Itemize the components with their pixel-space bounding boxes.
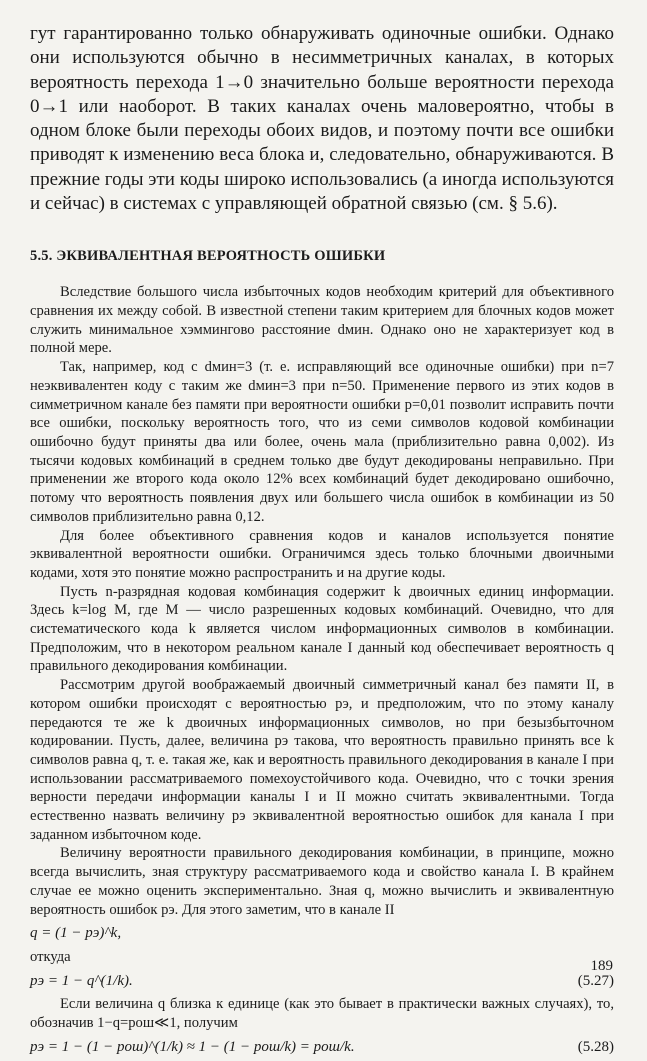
paragraph-2: Так, например, код с dмин=3 (т. е. исправляющий все одиночные ошибки) при n=7 неэквивалентен коду с таким же dмин=3 при n=50. Применение первого из этих кодов в симметричном канале без памяти при вероятности ошибки p=0,01 позволит исправить почти все ошибки, поскольку вероятность того, что из семи символов кодовой комбинации ошибочно будут приняты два или более, очень мала (приблизительно равна 0,002). Из тысячи кодовых комбинаций в среднем только две будут декодированы неправильно. При применении же второго кода около 12% всех комбинаций будет декодировано ошибочно, потому что вероятность появления двух или большего числа ошибок в комбинации из 50 символов приблизительно равна 0,12.	[30, 359, 614, 525]
paragraph-6: Величину вероятности правильного декодирования комбинации, в принципе, можно всегда вычислить, зная структуру рассматриваемого кода и свойство канала I. В крайнем случае ее можно оценить экспериментально. Зная q, можно вычислить и эквивалентную вероятность ошибок pэ. Для этого заметим, что в канале II	[30, 845, 614, 918]
formula-q-text: q = (1 − pэ)^k,	[30, 925, 122, 942]
page-content	[30, 22, 614, 1061]
formula-5-27	[30, 970, 614, 992]
formula-5-27-text: pэ = 1 − q^(1/k).	[30, 973, 133, 990]
formula-q	[30, 922, 614, 944]
formula-5-28	[30, 1036, 614, 1058]
paragraph-4: Пусть n-разрядная кодовая комбинация содержит k двоичных единиц информации. Здесь k=log M, где M — число разрешенных кодовых комбинаций. Очевидно, что для систематического кода k является числом информационных символов в комбинации. Предположим, что в некотором реальном канале I данный код обеспечивает вероятность q правильного декодирования комбинации.	[30, 583, 614, 675]
paragraph-3: Для более объективного сравнения кодов и каналов используется понятие эквивалентной вероятности ошибки. Ограничимся здесь только блочными двоичными кодами, хотя это понятие можно распространить и на другие коды.	[30, 527, 614, 581]
intro-block	[30, 22, 614, 216]
paragraph-last: Если величина q близка к единице (как это бывает в практически важных случаях), то, обозначив 1−q=pош≪1, получим	[30, 996, 614, 1031]
equation-number-5-27: (5.27)	[577, 973, 614, 990]
equation-number-5-28: (5.28)	[577, 1038, 614, 1055]
page-number: 189	[590, 958, 613, 974]
formula-5-28-text: pэ = 1 − (1 − pош)^(1/k) ≈ 1 − (1 − pош/k) = pош/k.	[30, 1038, 355, 1055]
body-text-2	[30, 995, 614, 1032]
section-heading: 5.5. ЭКВИВАЛЕНТНАЯ ВЕРОЯТНОСТЬ ОШИБКИ	[30, 248, 386, 265]
body-text	[30, 283, 614, 919]
intro-paragraph: гут гарантированно только обнаруживать одиночные ошибки. Однако они используются обычно в несимметричных каналах, в которых вероятность перехода 1→0 значительно больше вероятности перехода 0→1 или наоборот. В таких каналах очень маловероятно, чтобы в одном блоке были переходы обоих видов, и поэтому почти все ошибки приводят к изменению веса блока и, следовательно, обнаруживаются. В прежние годы эти коды широко использовались (а иногда используются и сейчас) в системах с управляющей обратной связью (см. § 5.6).	[30, 23, 614, 215]
paragraph-5: Рассмотрим другой воображаемый двоичный симметричный канал без памяти II, в котором ошибки происходят с вероятностью pэ, и предположим, что по этому каналу передаются те же k двоичных информационных символов, но при безызбыточном кодировании. Пусть, далее, величина pэ такова, что вероятность правильно принять все k символов равна q, т. е. такая же, как и вероятность правильного декодирования в канале I при использовании рассматриваемого помехоустойчивого кода. Очевидно, что с точки зрения верности передачи информации каналы I и II можно считать эквивалентными. Тогда естественно назвать величину pэ эквивалентной вероятностью ошибок для канала I при заданном избыточном коде.	[30, 677, 614, 843]
word-otkuda: откуда	[30, 949, 71, 966]
paragraph-1: Вследствие большого числа избыточных кодов необходим критерий для объективного сравнения их между собой. В известной степени таким критерием для блочных кодов может служить минимальное хэммингово расстояние dмин. Однако оно не характеризует код в полной мере.	[30, 284, 614, 357]
